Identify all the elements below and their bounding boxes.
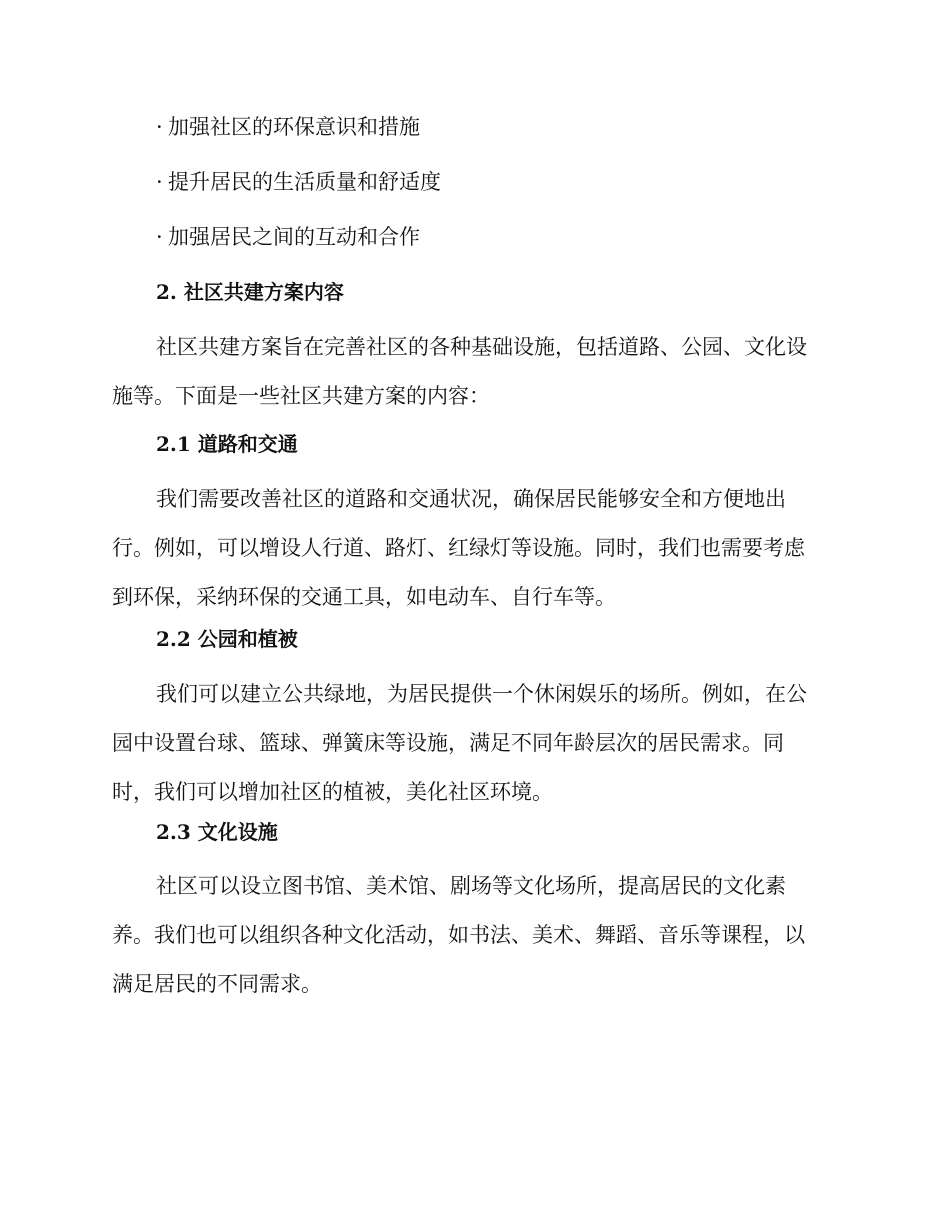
bullet-item xyxy=(156,112,420,142)
bullet-text: 提升居民的生活质量和舒适度 xyxy=(168,170,441,194)
bullet-marker: · xyxy=(156,170,163,194)
paragraph-line: 我们可以建立公共绿地，为居民提供一个休闲娱乐的场所。例如，在公 xyxy=(156,682,807,706)
paragraph-line: 时，我们可以增加社区的植被，美化社区环境。 xyxy=(112,780,553,804)
section-intro-paragraph xyxy=(112,323,832,421)
paragraph-line: 园中设置台球、篮球、弹簧床等设施，满足不同年龄层次的居民需求。同 xyxy=(112,731,784,755)
subsection-heading: 2.2 公园和植被 xyxy=(156,627,298,651)
bullet-item xyxy=(156,167,441,197)
paragraph-line: 社区共建方案旨在完善社区的各种基础设施，包括道路、公园、文化设 xyxy=(156,335,807,359)
subsection-heading: 2.1 道路和交通 xyxy=(156,432,298,456)
paragraph-line: 到环保，采纳环保的交通工具，如电动车、自行车等。 xyxy=(112,585,616,609)
paragraph-line: 社区可以设立图书馆、美术馆、剧场等文化场所，提高居民的文化素 xyxy=(156,874,786,898)
paragraph-line: 施等。下面是一些社区共建方案的内容： xyxy=(112,384,490,408)
subsection-paragraph xyxy=(112,862,832,1009)
paragraph-line: 养。我们也可以组织各种文化活动，如书法、美术、舞蹈、音乐等课程，以 xyxy=(112,923,805,947)
subsection-paragraph xyxy=(112,670,832,817)
bullet-text: 加强社区的环保意识和措施 xyxy=(168,115,420,139)
bullet-marker: · xyxy=(156,115,163,139)
paragraph-line: 行。例如，可以增设人行道、路灯、红绿灯等设施。同时，我们也需要考虑 xyxy=(112,536,805,560)
bullet-text: 加强居民之间的互动和合作 xyxy=(168,225,420,249)
bullet-item xyxy=(156,222,420,252)
bullet-marker: · xyxy=(156,225,163,249)
paragraph-line: 满足居民的不同需求。 xyxy=(112,972,322,996)
subsection-paragraph xyxy=(112,475,832,622)
section-heading: 2. 社区共建方案内容 xyxy=(156,280,344,304)
subsection-heading: 2.3 文化设施 xyxy=(156,820,278,844)
paragraph-line: 我们需要改善社区的道路和交通状况，确保居民能够安全和方便地出 xyxy=(156,487,786,511)
